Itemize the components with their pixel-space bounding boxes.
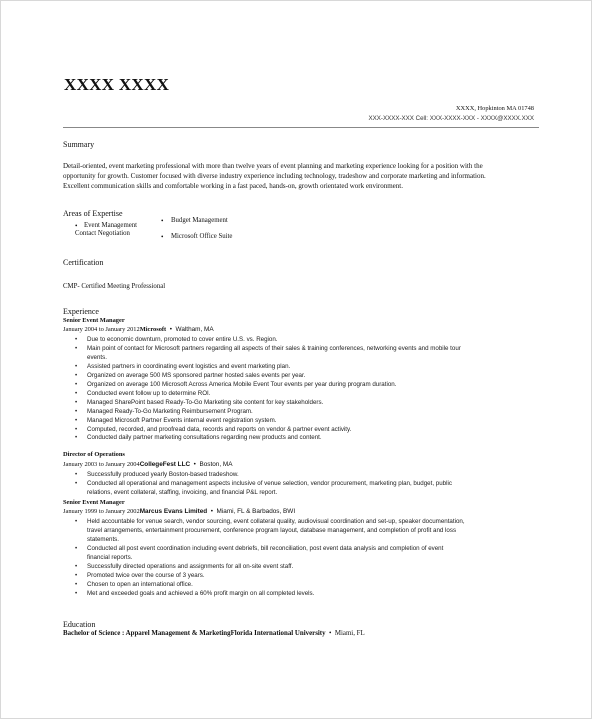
- school-location: Miami, FL: [334, 630, 365, 637]
- duty-item: • Met and exceeded goals and achieved a 60% profit margin on all completed levels.: [75, 590, 545, 599]
- summary-text: [63, 161, 543, 191]
- duty-item-continued: events.: [87, 353, 107, 361]
- skill-item: Contact Negotiation: [75, 230, 130, 237]
- header-divider: [63, 127, 539, 128]
- degree: Bachelor of Science : Apparel Management & Marketing: [63, 630, 231, 637]
- bullet-icon: •: [75, 222, 78, 230]
- certification-text: CMP- Certified Meeting Professional: [63, 283, 166, 290]
- duty-item: • Managed Ready-To-Go Marketing Reimbursement Program.: [75, 408, 545, 417]
- certification-heading: Certification: [63, 258, 104, 267]
- education-entry: Bachelor of Science : Apparel Management & MarketingFlorida International University • Miami, FL: [63, 630, 365, 637]
- duty-item: • Main point of contact for Microsoft partners regarding all aspects of their sales & training conferences, networking events and mobile tour: [75, 345, 545, 354]
- job-duties: [75, 518, 545, 599]
- summary-line: Excellent communication skills and comfortable working in a fast paced, hands-on, growth orientated work environment.: [63, 182, 403, 190]
- candidate-name: XXXX XXXX: [64, 75, 170, 94]
- address: XXXX, Hopkinton MA 01748: [455, 105, 534, 112]
- duty-item: • Successfully produced yearly Boston-based tradeshow.: [75, 471, 545, 480]
- duty-item-continued: statements.: [87, 535, 119, 543]
- summary-heading: Summary: [63, 140, 95, 149]
- duty-item: • Conducted all operational and management aspects inclusive of venue selection, vendor procurement, marketing plan, budget, public: [75, 480, 545, 489]
- duty-item: • Computed, recorded, and proofread data, records and reports on vendor & partner event activity.: [75, 426, 545, 435]
- job-duties: [75, 471, 545, 498]
- skill-item: Budget Management: [171, 217, 228, 224]
- job-company: Marcus Evans Limited: [139, 508, 208, 515]
- duty-item: • Managed SharePoint based Ready-To-Go Marketing site content for key stakeholders.: [75, 399, 545, 408]
- duty-item: • Promoted twice over the course of 3 years.: [75, 572, 545, 581]
- duty-item: • Managed Microsoft Partner Events internal event registration system.: [75, 417, 545, 426]
- duty-item: • Organized on average 500 MS sponsored partner hosted sales events per year.: [75, 372, 545, 381]
- job-meta: January 2004 to January 2012Microsoft • Waltham, MA: [63, 326, 214, 333]
- summary-line: Detail-oriented, event marketing professional with more than twelve years of event planning and marketing experience looking for a position with the: [63, 162, 483, 170]
- job-location: Boston, MA: [199, 461, 233, 468]
- job-dates: January 2003 to January 2004: [63, 461, 140, 468]
- job-meta: January 1999 to January 2002Marcus Evans Limited • Miami, FL & Barbados, BWI: [63, 508, 296, 515]
- duty-item-continued: relations, event collateral, staffing, invoicing, and financial P&L report.: [87, 488, 278, 496]
- job-title: Senior Event Manager: [63, 317, 125, 324]
- job-location: Waltham, MA: [175, 326, 214, 333]
- education-heading: Education: [63, 620, 96, 629]
- job-title: Director of Operations: [63, 451, 125, 458]
- duty-item: • Conducted event follow up to determine ROI.: [75, 390, 545, 399]
- bullet-icon: •: [161, 217, 164, 225]
- expertise-heading: Areas of Expertise: [63, 209, 123, 218]
- job-meta: January 2003 to January 2004CollegeFest LLC • Boston, MA: [63, 461, 233, 468]
- job-location: Miami, FL & Barbados, BWI: [216, 508, 296, 515]
- job-duties: [75, 336, 545, 443]
- duty-item: • Due to economic downturn, promoted to cover entire U.S. vs. Region.: [75, 336, 545, 345]
- bullet-icon: •: [161, 233, 164, 241]
- duty-item-continued: travel arrangements, entertainment procurement, conference program layout, database management, and completion of profit and loss: [87, 526, 457, 534]
- duty-item-continued: financial reports.: [87, 553, 133, 561]
- duty-item: • Successfully directed operations and assignments for all on-site event staff.: [75, 563, 545, 572]
- duty-item: • Held accountable for venue search, vendor sourcing, event collateral quality, audiovisual coordination and set-up, speaker documentation,: [75, 518, 545, 527]
- job-company: Microsoft: [139, 326, 167, 333]
- duty-item: • Assisted partners in coordinating event logistics and event marketing plan.: [75, 363, 545, 372]
- duty-item: • Organized on average 100 Microsoft Across America Mobile Event Tour events per year during program duration.: [75, 381, 545, 390]
- duty-item: • Conducted daily partner marketing consultations regarding new products and content.: [75, 434, 545, 443]
- job-company: CollegeFest LLC: [139, 461, 191, 468]
- skill-item: Microsoft Office Suite: [171, 233, 233, 240]
- experience-heading: Experience: [63, 307, 99, 316]
- summary-line: opportunity for growth. Customer focused with diverse industry experience including technology, tradeshow and corporate marketing and information.: [63, 172, 486, 180]
- duty-item: • Chosen to open an international office.: [75, 581, 545, 590]
- job-dates: January 1999 to January 2002: [63, 508, 140, 515]
- job-dates: January 2004 to January 2012: [63, 326, 140, 333]
- contact-info: XXX-XXXX-XXX Cell: XXX-XXXX-XXX - XXXX@XXXX.XXX: [368, 115, 534, 122]
- school: Florida International University: [230, 630, 326, 637]
- duty-item: • Conducted all post event coordination including event debriefs, bill reconciliation, post event data analysis and completion of event: [75, 545, 545, 554]
- job-title: Senior Event Manager: [63, 499, 125, 506]
- skill-item: Event Management: [84, 222, 138, 229]
